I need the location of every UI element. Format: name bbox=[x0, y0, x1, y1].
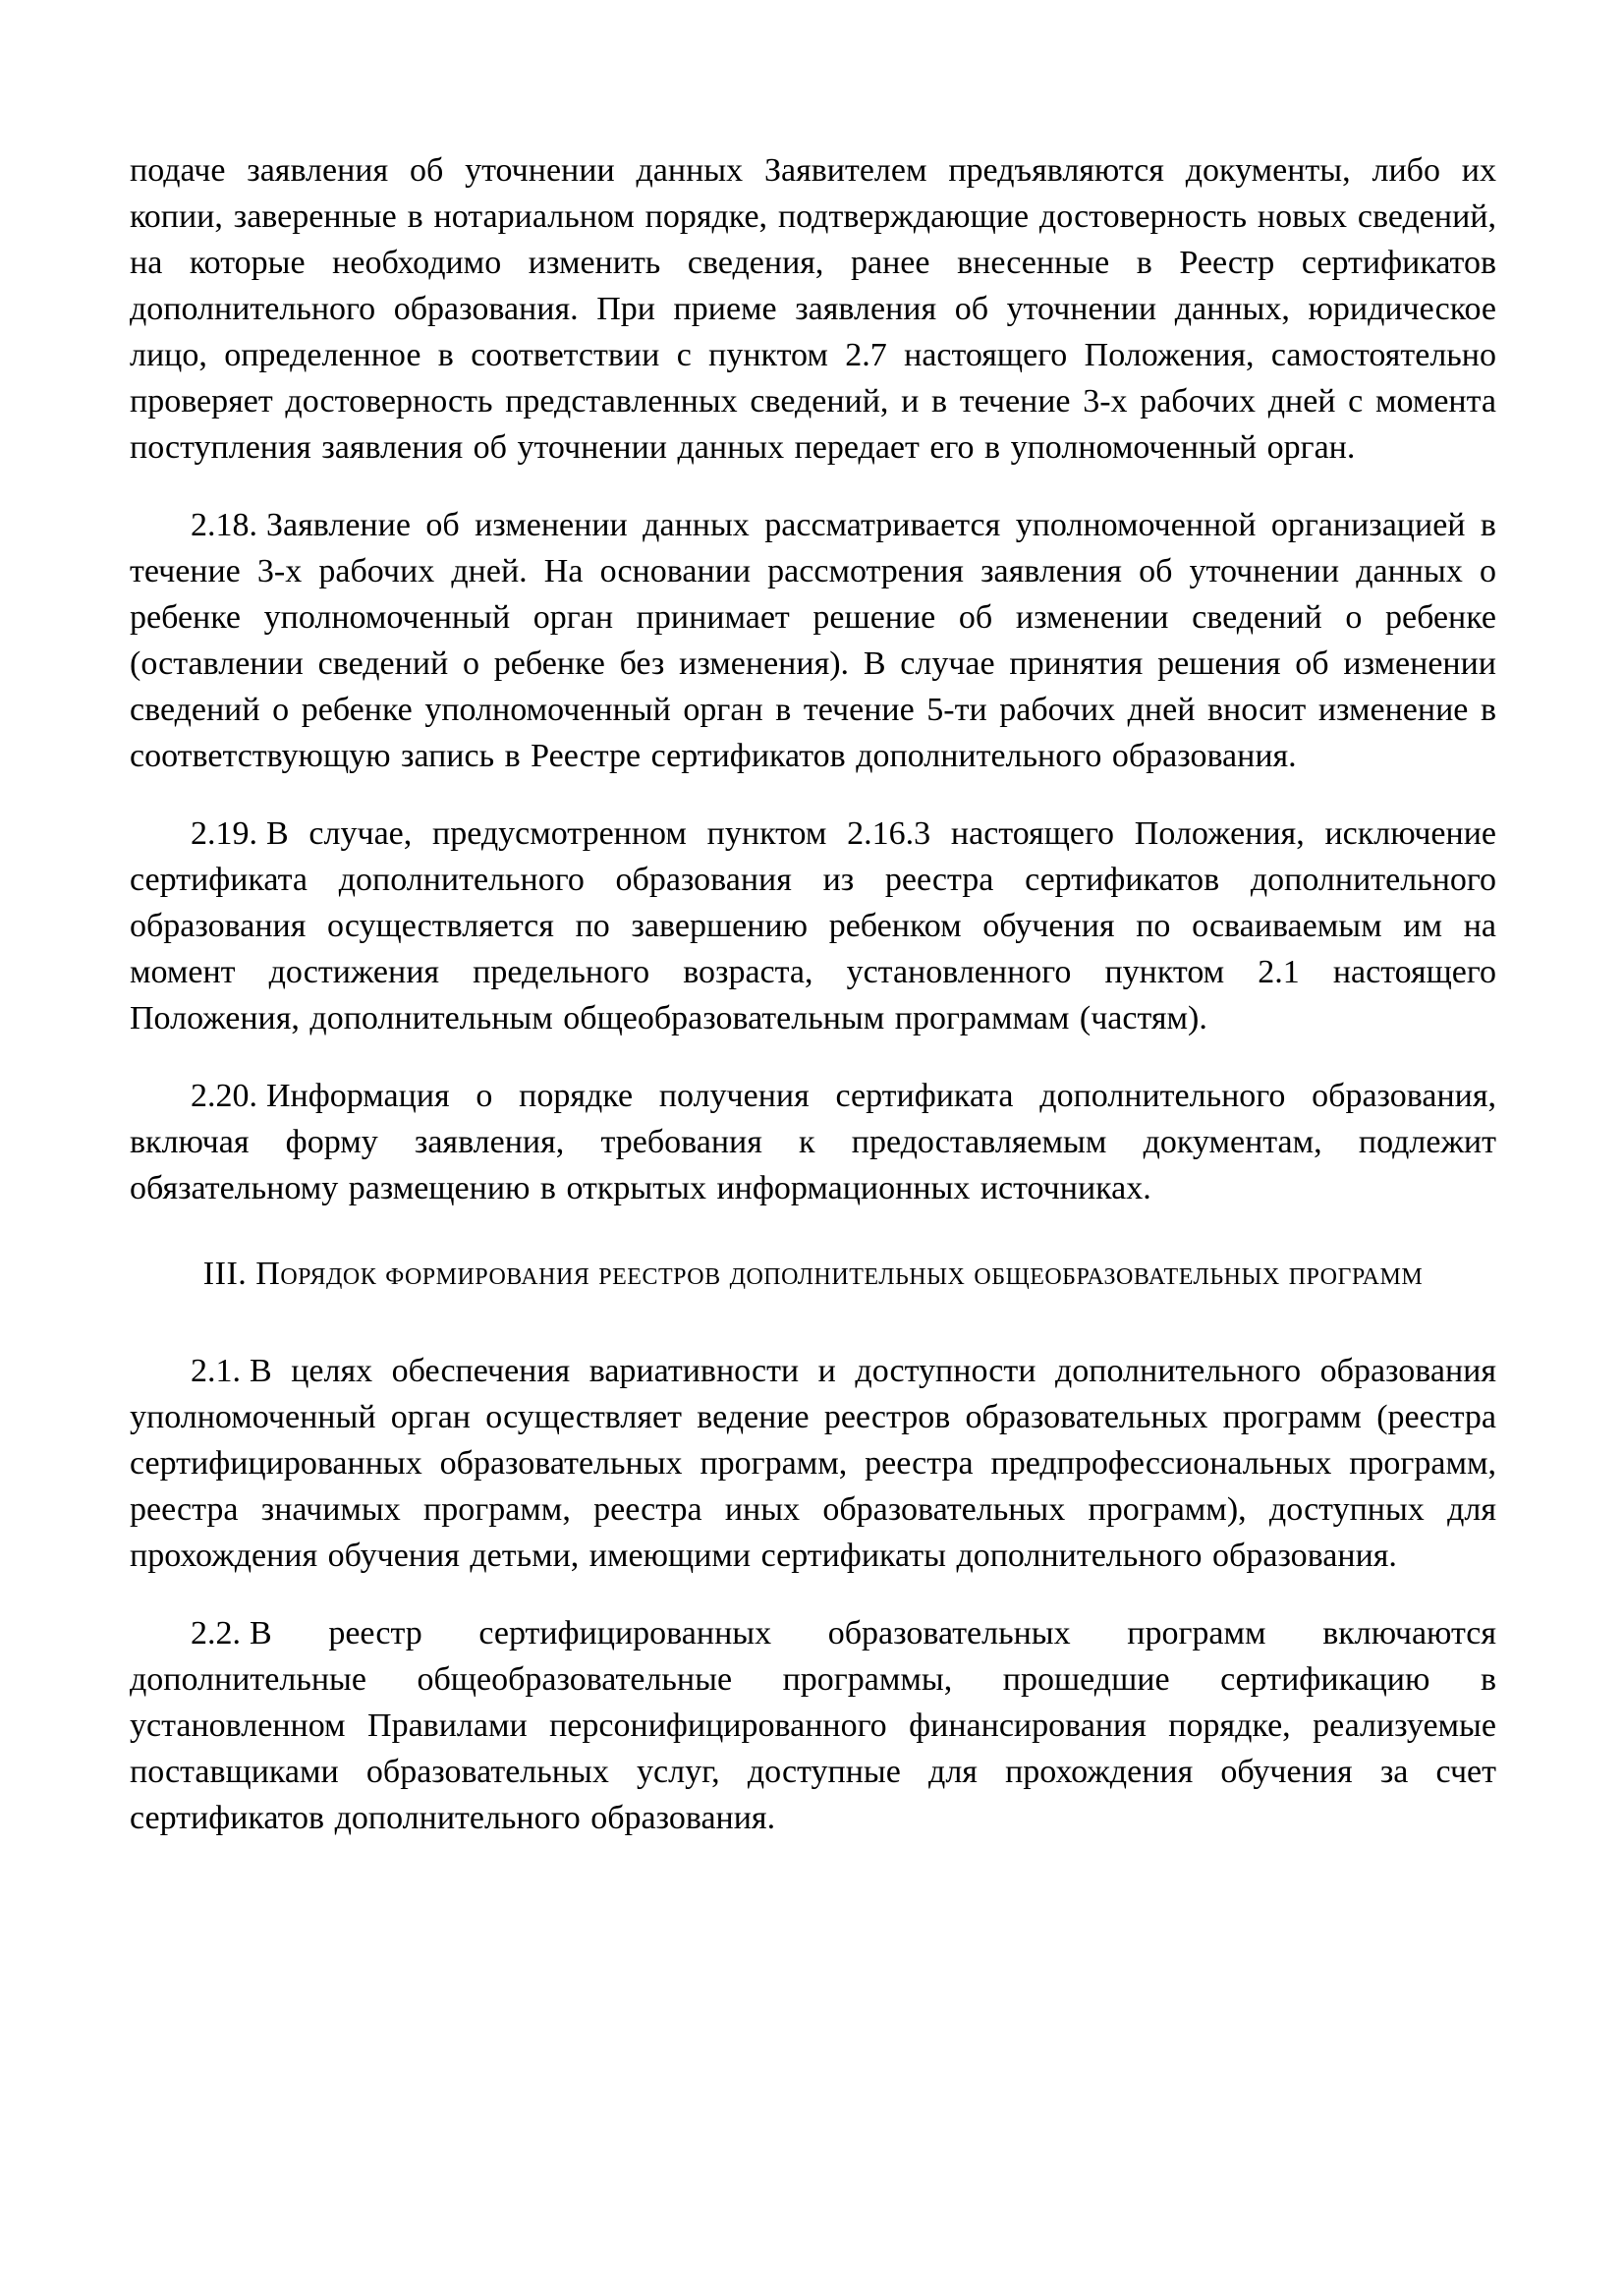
paragraph-text: Информация о порядке получения сертификата дополнительного образования, включая форму заявления, требования к предоставляемым документам, подлежит обязательному размещению в открытых информационных источниках. bbox=[130, 1078, 1496, 1206]
paragraph-2-18 bbox=[130, 502, 1496, 779]
paragraph-text: В случае, предусмотренном пунктом 2.16.3 настоящего Положения, исключение сертификата дополнительного образования из реестра сертификатов дополнительного образования осуществляется по завершению ребенком обучения по осваиваемым им на момент достижения предельного возраста, установленного пунктом 2.1 настоящего Положения, дополнительным общеобразовательным программам (частям). bbox=[130, 815, 1496, 1036]
paragraph-number: 2.19. bbox=[191, 815, 257, 852]
paragraph-number: 2.20. bbox=[191, 1078, 257, 1114]
paragraph-2-2 bbox=[130, 1610, 1496, 1841]
paragraph-number: 2.18. bbox=[191, 507, 257, 543]
paragraph-text: В целях обеспечения вариативности и доступности дополнительного образования уполномоченный орган осуществляет ведение реестров образовательных программ (реестра сертифицированных образовательных программ, реестра предпрофессиональных программ, реестра значимых программ, реестра иных образовательных программ), доступных для прохождения обучения детьми, имеющими сертификаты дополнительного образования. bbox=[130, 1353, 1496, 1574]
paragraph-text: В реестр сертифицированных образовательных программ включаются дополнительные общеобразовательные программы, прошедшие сертификацию в установленном Правилами персонифицированного финансирования порядке, реализуемые поставщиками образовательных услуг, доступные для прохождения обучения за счет сертификатов дополнительного образования. bbox=[130, 1615, 1496, 1836]
paragraph-text: подаче заявления об уточнении данных Заявителем предъявляются документы, либо их копии, заверенные в нотариальном порядке, подтверждающие достоверность новых сведений, на которые необходимо изменить сведения, ранее внесенные в Реестр сертификатов дополнительного образования. При приеме заявления об уточнении данных, юридическое лицо, определенное в соответствии с пунктом 2.7 настоящего Положения, самостоятельно проверяет достоверность представленных сведений, и в течение 3-х рабочих дней с момента поступления заявления об уточнении данных передает его в уполномоченный орган. bbox=[130, 152, 1496, 466]
paragraph-2-19 bbox=[130, 811, 1496, 1041]
section-3-heading: III. Порядок формирования реестров дополнительных общеобразовательных программ bbox=[202, 1256, 1424, 1292]
paragraph-text: Заявление об изменении данных рассматривается уполномоченной организацией в течение 3-х рабочих дней. На основании рассмотрения заявления об уточнении данных о ребенке уполномоченный орган принимает решение об изменении сведений о ребенке (оставлении сведений о ребенке без изменения). В случае принятия решения об изменении сведений о ребенке уполномоченный орган в течение 5-ти рабочих дней вносит изменение в соответствующую запись в Реестре сертификатов дополнительного образования. bbox=[130, 507, 1496, 774]
paragraph-continuation bbox=[130, 147, 1496, 471]
paragraph-number: 2.1. bbox=[191, 1353, 241, 1389]
paragraph-number: 2.2. bbox=[191, 1615, 241, 1651]
paragraph-2-1 bbox=[130, 1348, 1496, 1579]
paragraph-2-20 bbox=[130, 1073, 1496, 1211]
